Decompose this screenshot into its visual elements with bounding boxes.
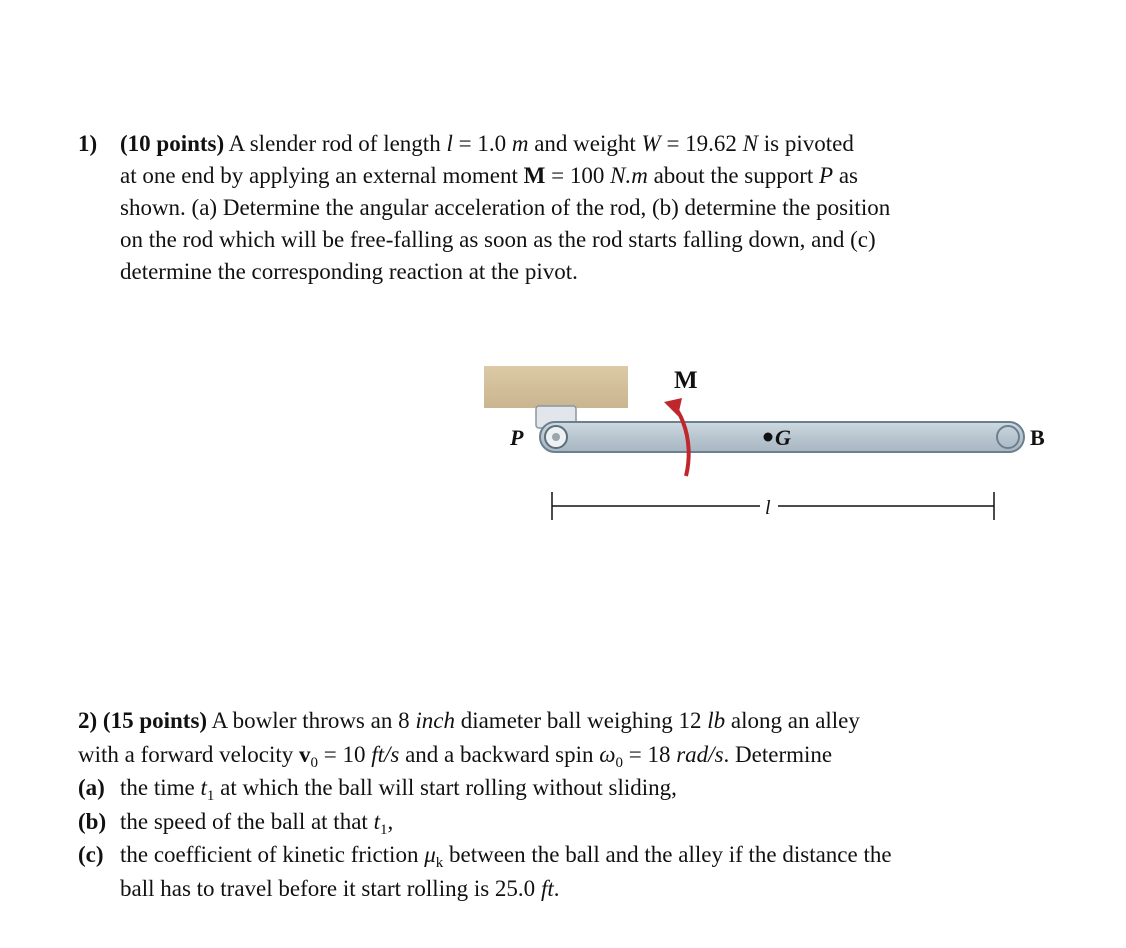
problem-1-line-2: [78, 160, 1078, 192]
text: along an alley: [725, 708, 860, 733]
unit-ft: ft: [540, 875, 554, 901]
problem-2-line-2: [78, 739, 1098, 773]
time-symbol: t: [373, 808, 380, 834]
text: at one end by applying an external moment: [120, 163, 524, 188]
text: the time: [120, 775, 201, 800]
time-subscript: 1: [379, 821, 388, 838]
text: = 100: [545, 163, 611, 188]
problem-1-line-5: determine the corresponding reaction at the pivot.: [120, 259, 578, 284]
pivot-pin-center: [552, 433, 560, 441]
center-of-mass-dot: [764, 433, 773, 442]
text: about the support: [647, 163, 820, 188]
text: at which the ball will start rolling without sliding,: [214, 775, 677, 800]
text: = 18: [623, 741, 677, 767]
problem-1-line-4: on the rod which will be free-falling as soon as the rod starts falling down, and (c): [120, 227, 876, 252]
time-symbol: t: [200, 775, 207, 800]
weight-symbol: W: [641, 131, 661, 156]
problem-2-line-1: [78, 705, 1098, 739]
problem-2-last-line: [78, 873, 1098, 907]
unit-lb: lb: [707, 708, 726, 733]
problem-1-number: 1): [78, 131, 98, 156]
unit-rads: rad/s: [676, 741, 724, 767]
text: A slender rod of length: [224, 131, 447, 156]
text: = 10: [317, 741, 372, 767]
text: between the ball and the alley if the distance the: [443, 842, 892, 867]
text: ,: [387, 808, 394, 834]
problem-2: [78, 705, 1098, 906]
text: = 19.62: [660, 131, 743, 156]
text: as: [833, 163, 859, 188]
problem-1-line-1: [78, 128, 1078, 160]
problem-2-item-b: [78, 806, 1098, 840]
unit-n: N: [742, 131, 759, 156]
unit-inch: inch: [415, 708, 455, 733]
moment-symbol: M: [523, 163, 546, 188]
text: . Determine: [723, 741, 833, 767]
text: ball has to travel before it start rolling is 25.0: [120, 875, 541, 901]
item-label: (c): [78, 842, 104, 867]
text: the speed of the ball at that: [120, 808, 374, 834]
text: .: [553, 875, 560, 901]
support-block: [484, 366, 628, 408]
friction-symbol: μ: [424, 842, 436, 867]
friction-subscript: k: [435, 855, 444, 871]
problem-1-points: (10 points): [120, 131, 225, 156]
unit-nm: N.m: [610, 163, 648, 188]
label-center-of-mass: G: [775, 425, 791, 450]
unit-m: m: [511, 131, 529, 156]
text: and a backward spin: [399, 741, 600, 767]
label-moment: M: [674, 367, 698, 394]
text: and weight: [528, 131, 642, 156]
text: with a forward velocity: [78, 741, 299, 767]
label-length: l: [765, 497, 771, 519]
problem-2-points: (15 points): [102, 708, 208, 733]
label-pivot: P: [510, 425, 524, 450]
problem-1: [78, 128, 1078, 288]
problem-2-number: 2): [78, 708, 98, 733]
problem-1-line-3: shown. (a) Determine the angular acceleration of the rod, (b) determine the position: [120, 195, 891, 220]
text: A bowler throws an 8: [207, 708, 416, 733]
text: diameter ball weighing 12: [454, 708, 708, 733]
time-subscript: 1: [206, 788, 215, 804]
support-symbol: P: [819, 163, 834, 188]
length-symbol: l: [446, 131, 453, 156]
item-label: (b): [78, 808, 107, 834]
spin-symbol: ω: [599, 741, 616, 767]
spin-subscript: 0: [615, 754, 623, 771]
problem-2-item-a: [78, 772, 1098, 806]
text: = 1.0: [452, 131, 512, 156]
velocity-symbol: v: [298, 741, 311, 767]
text: is pivoted: [758, 131, 854, 156]
velocity-subscript: 0: [310, 754, 318, 771]
unit-fts: ft/s: [371, 741, 400, 767]
label-end-b: B: [1030, 425, 1045, 450]
rod-figure: [478, 350, 1078, 530]
problem-2-item-c: [78, 839, 1098, 873]
text: the coefficient of kinetic friction: [120, 842, 425, 867]
item-label: (a): [78, 775, 105, 800]
